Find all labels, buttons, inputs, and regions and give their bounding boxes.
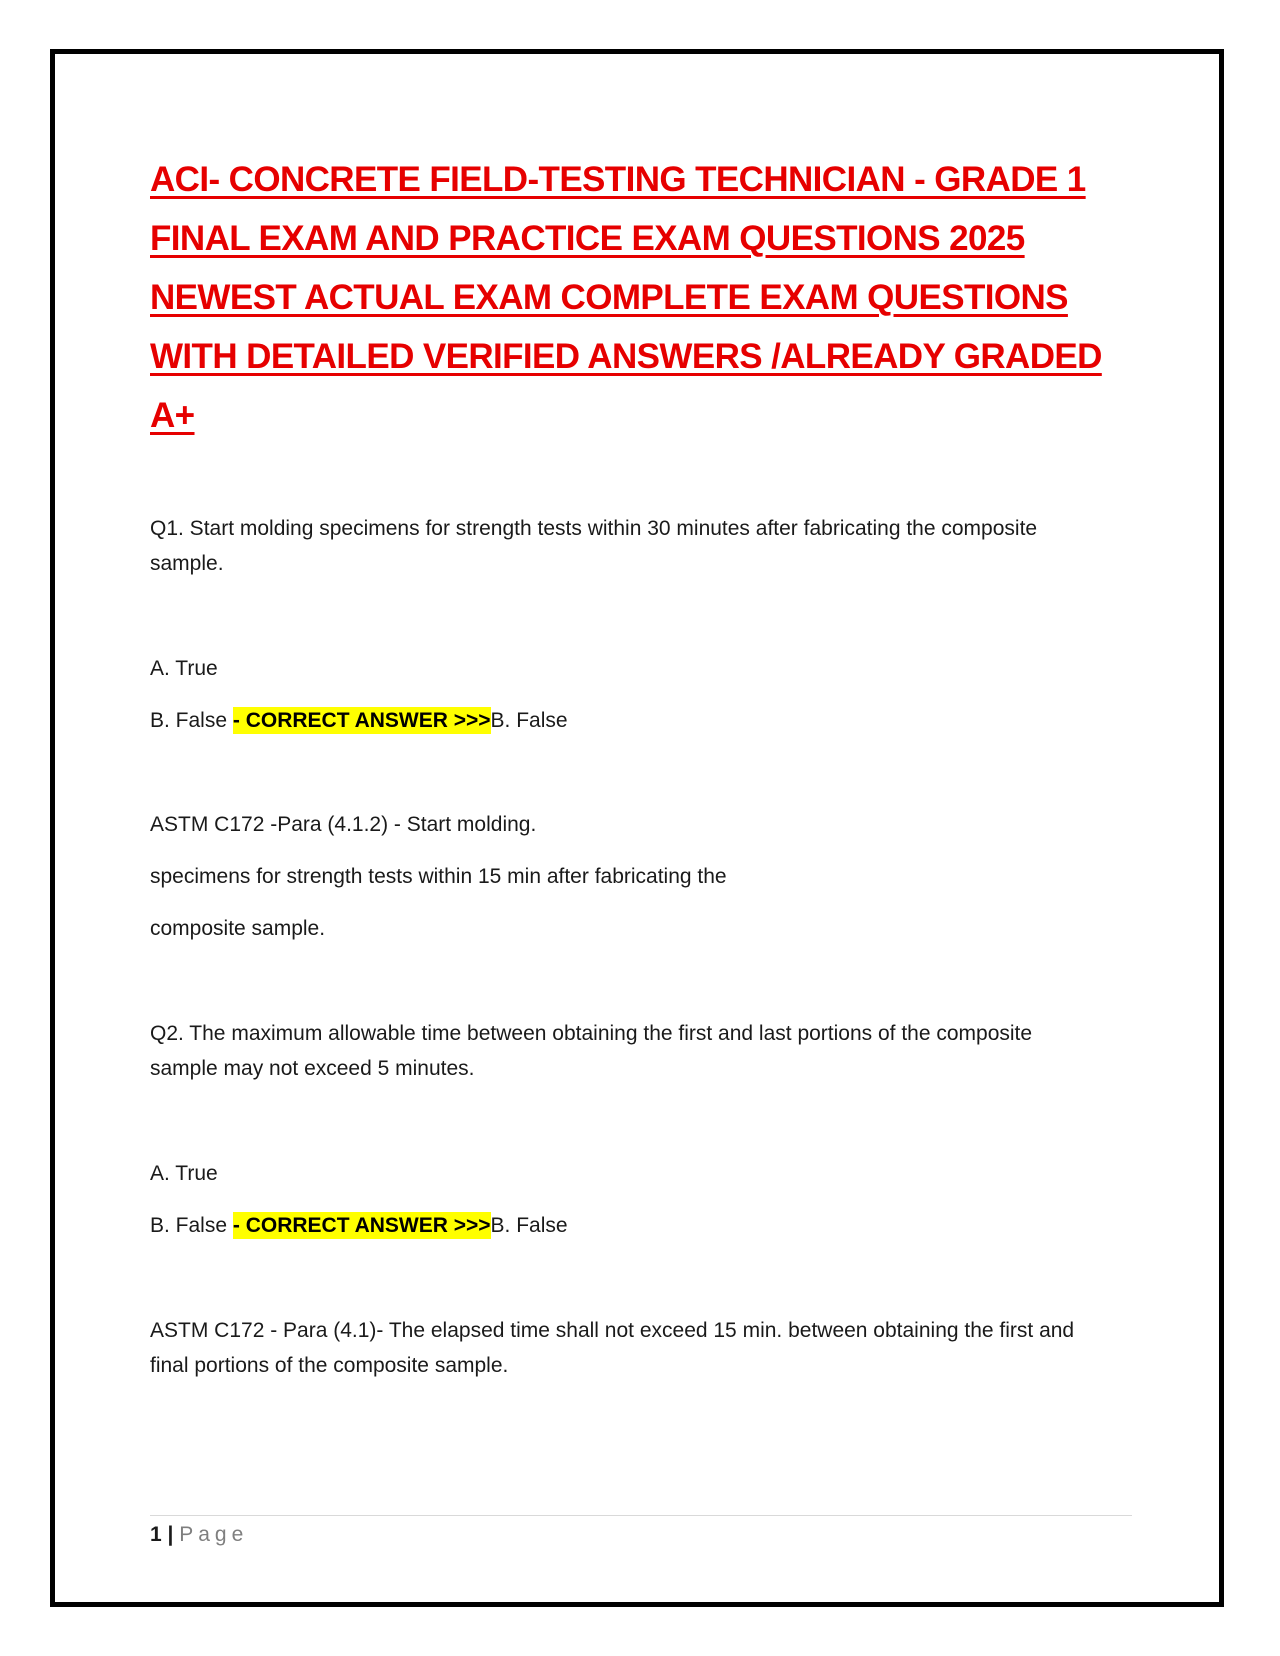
- title-line: WITH DETAILED VERIFIED ANSWERS /ALREADY GRADED: [150, 337, 1102, 376]
- title-line: ACI- CONCRETE FIELD-TESTING TECHNICIAN - GRADE 1: [150, 160, 1086, 199]
- title-line: FINAL EXAM AND PRACTICE EXAM QUESTIONS 2025: [150, 219, 1025, 258]
- document-content: [150, 150, 1130, 445]
- question-2-option-b: B. False: [150, 1214, 233, 1237]
- question-2-answer: B. False: [490, 1214, 568, 1237]
- question-1-option-b-line: [150, 703, 568, 738]
- footer-divider: [150, 1515, 1132, 1516]
- question-2-option-a: A. True: [150, 1162, 218, 1185]
- question-1-answer: B. False: [490, 709, 568, 732]
- question-2-explanation: ASTM C172 - Para (4.1)- The elapsed time shall not exceed 15 min. between obtaining the first and final portions of the composite sample.: [150, 1319, 1075, 1377]
- question-1-explanation-line: composite sample.: [150, 917, 326, 940]
- page-label: Page: [179, 1523, 249, 1546]
- question-2-text: Q2. The maximum allowable time between obtaining the first and last portions of the composite sample may not exceed 5 minutes.: [150, 1022, 1033, 1080]
- question-1-option-b: B. False: [150, 709, 233, 732]
- question-2-option-b-line: [150, 1208, 568, 1243]
- question-1-explanation-line: ASTM C172 -Para (4.1.2) - Start molding.: [150, 813, 537, 836]
- title-line: NEWEST ACTUAL EXAM COMPLETE EXAM QUESTIONS: [150, 278, 1068, 317]
- title-line: A+: [150, 396, 195, 435]
- question-1-explanation-line: specimens for strength tests within 15 min after fabricating the: [150, 865, 727, 888]
- page-number: 1: [150, 1523, 162, 1546]
- correct-answer-badge: - CORRECT ANSWER >>>: [232, 1214, 491, 1237]
- page-footer: [150, 1520, 248, 1550]
- question-1-option-a: A. True: [150, 657, 218, 680]
- footer-separator: |: [161, 1523, 180, 1546]
- correct-answer-badge: - CORRECT ANSWER >>>: [232, 709, 491, 732]
- question-1-text: Q1. Start molding specimens for strength tests within 30 minutes after fabricating the composite sample.: [150, 517, 1038, 575]
- document-title: [150, 150, 1130, 445]
